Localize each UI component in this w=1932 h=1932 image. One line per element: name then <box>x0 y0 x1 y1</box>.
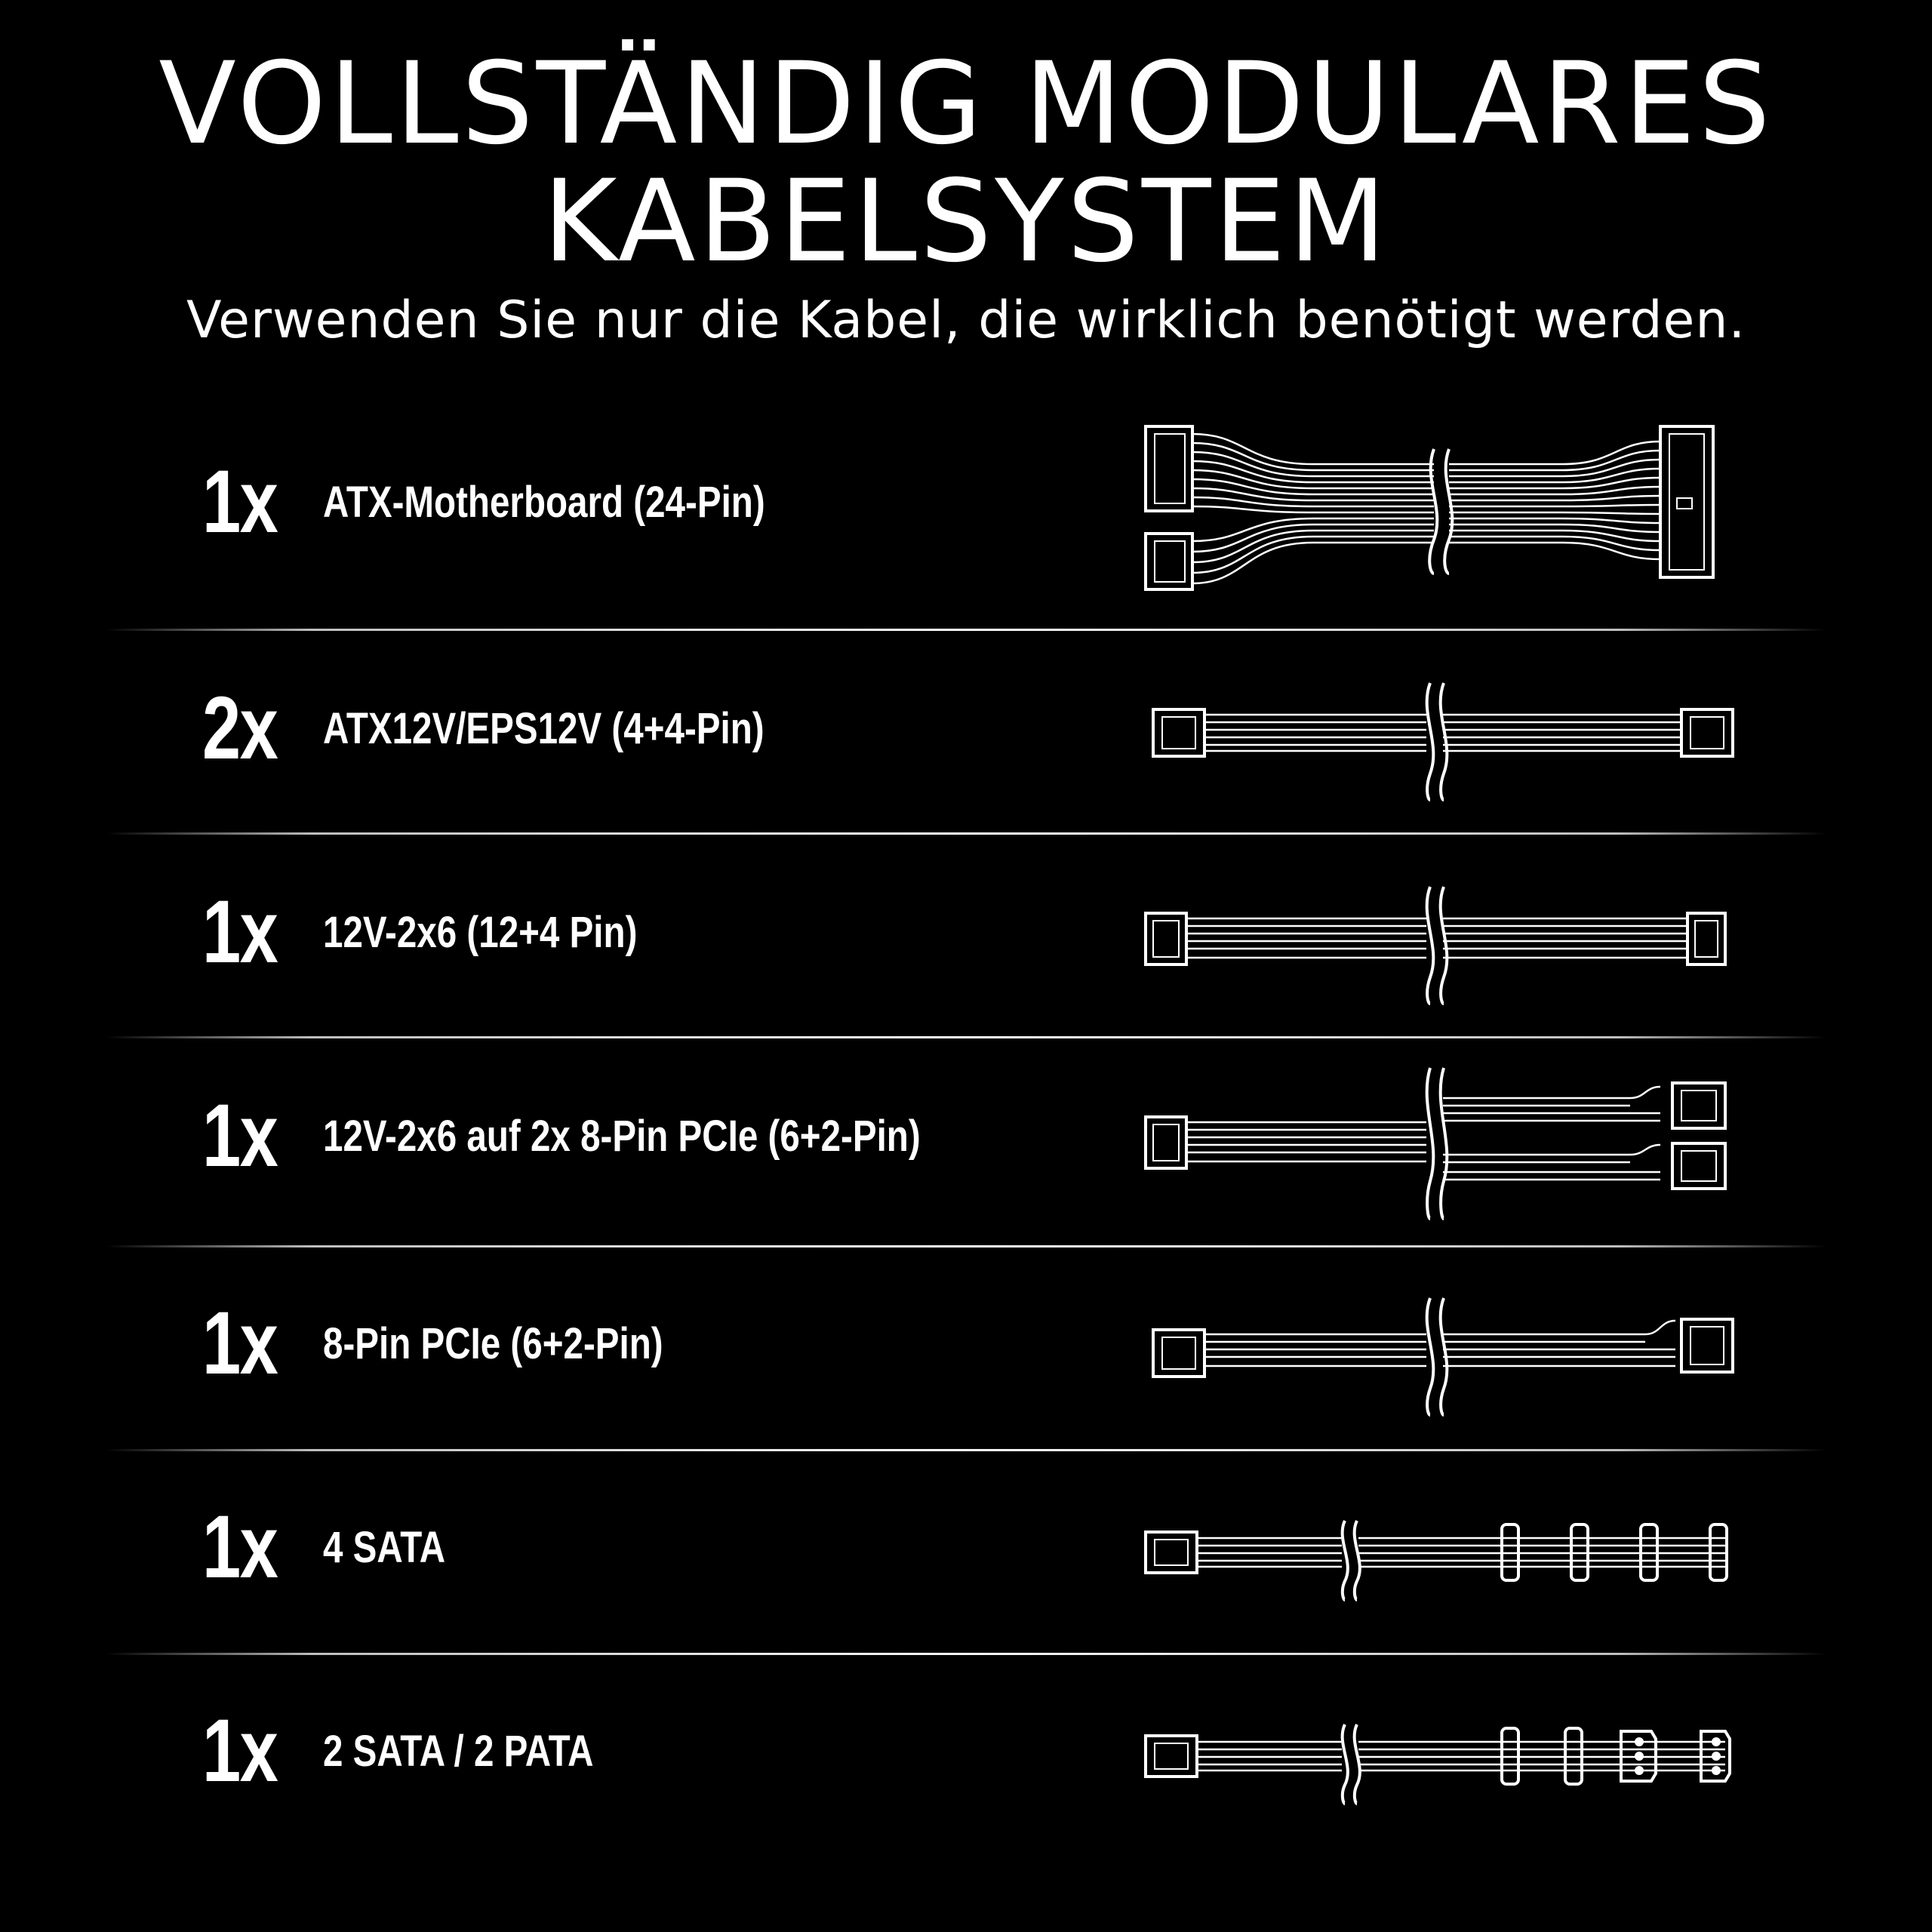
page-subtitle: Verwenden Sie nur die Kabel, die wirklich benötigt werden. <box>186 291 1746 350</box>
title-line-2: KABELSYSTEM <box>543 156 1389 288</box>
cable-label: ATX12V/EPS12V (4+4-Pin) <box>323 704 764 753</box>
cable-label: 8-Pin PCIe (6+2-Pin) <box>323 1319 663 1368</box>
cable-quantity: 1x <box>202 882 278 982</box>
cable-label: 12V-2x6 (12+4 Pin) <box>323 908 638 957</box>
cable-label: 12V-2x6 auf 2x 8-Pin PCIe (6+2-Pin) <box>323 1112 921 1161</box>
cable-quantity: 1x <box>202 1497 278 1597</box>
cable-label: 4 SATA <box>323 1523 446 1572</box>
cable-label: 2 SATA / 2 PATA <box>323 1727 594 1776</box>
page-title <box>0 38 1932 288</box>
eps-cable-icon <box>1132 630 1751 834</box>
cable-quantity: 1x <box>202 1086 278 1186</box>
sata-pata-cable-icon <box>1132 1653 1751 1857</box>
cable-quantity: 1x <box>202 1294 278 1393</box>
sata-cable-icon <box>1132 1449 1751 1653</box>
cable-quantity: 1x <box>202 452 278 552</box>
cable-quantity: 2x <box>202 678 278 778</box>
cable-quantity: 1x <box>202 1701 278 1801</box>
atx-24pin-cable-icon <box>1132 404 1751 608</box>
pcie-8pin-cable-icon <box>1132 1245 1751 1449</box>
12v-2x6-cable-icon <box>1132 834 1751 1038</box>
title-line-1: VOLLSTÄNDIG MODULARES <box>158 38 1774 170</box>
cable-label: ATX-Motherboard (24-Pin) <box>323 478 765 527</box>
12v-2x6-to-pcie-cable-icon <box>1132 1038 1751 1241</box>
